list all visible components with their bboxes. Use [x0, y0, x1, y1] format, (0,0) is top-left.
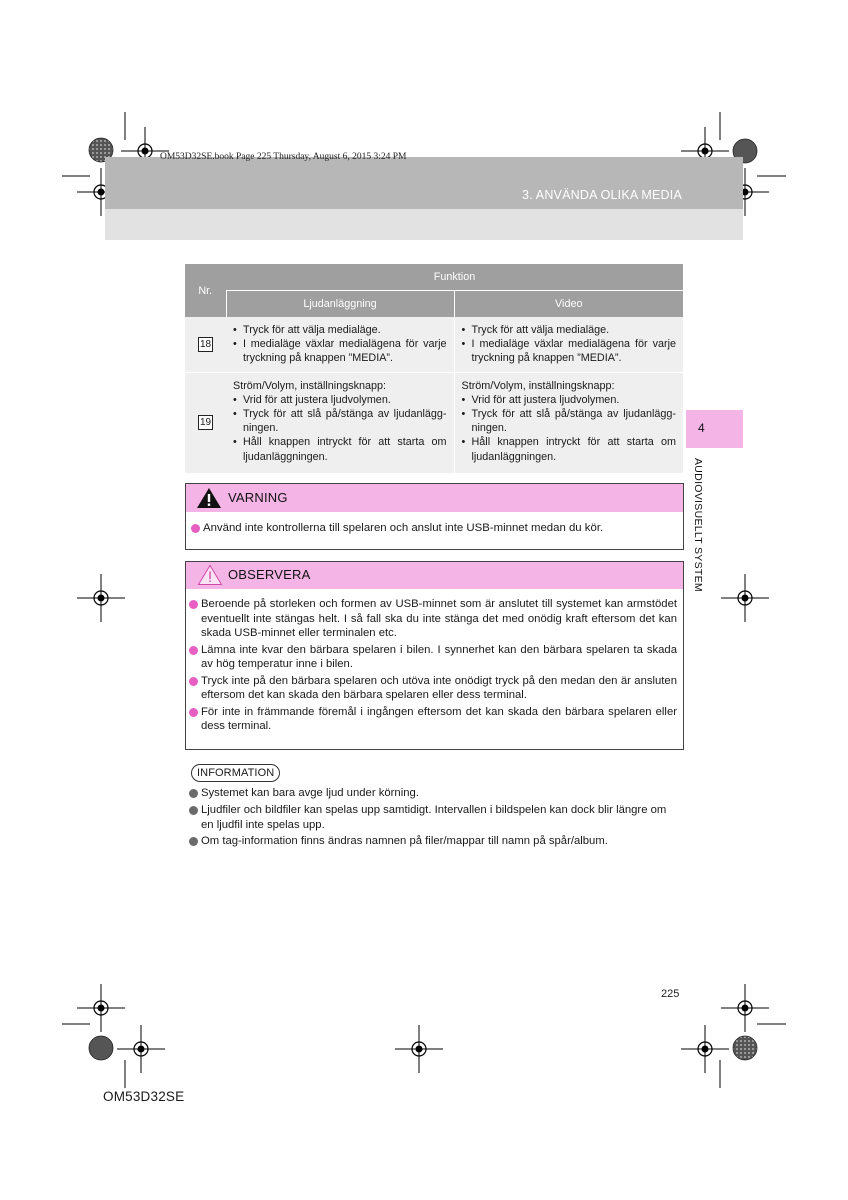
list-item: • I medialäge växlar medialägena för varje tryckning på knappen ”MEDIA”.: [233, 337, 447, 365]
notice-list: [189, 597, 677, 736]
list-item: • Håll knappen intryckt för att starta om ljudanläggningen.: [233, 435, 447, 463]
list-item: • Tryck för att slå på/stänga av ljudanlägg-ningen.: [462, 407, 677, 435]
notice-title: OBSERVERA: [228, 567, 311, 582]
table-row: [185, 372, 683, 473]
list-item: [189, 674, 677, 703]
warning-triangle-icon: [196, 487, 222, 509]
pink-bullet-icon: [189, 646, 198, 655]
list-item: • Håll knappen intryckt för att starta om ljudanläggningen.: [462, 435, 677, 463]
function-table: [185, 264, 683, 473]
info-text: Systemet kan bara avge ljud under körning.: [201, 787, 419, 799]
notice-text: Tryck inte på den bärbara spelaren och utöva inte onödigt tryck på den medan den är ansluten eftersom det kan skada den bärbara spelaren eller dess terminal.: [201, 674, 677, 701]
notice-text: För inte in främmande föremål i ingången eftersom det kan skada den bärbara spelaren eller dess terminal.: [201, 705, 677, 732]
info-text: Ljudfiler och bildfiler kan spelas upp samtidigt. Intervallen i bildspelen kan dock blir längre om en ljudfil inte spelas upp.: [201, 803, 667, 831]
row-number: 18: [199, 338, 212, 350]
header-video: Video: [454, 291, 683, 318]
table-row: [185, 317, 683, 372]
bullet-list: [462, 393, 677, 464]
list-item: [189, 803, 679, 833]
list-item: • Tryck för att slå på/stänga av ljudanlägg-ningen.: [233, 407, 447, 435]
page-number: 225: [661, 988, 680, 1000]
row-number: 19: [199, 417, 212, 429]
warning-item: [191, 521, 688, 536]
list-item: [189, 597, 677, 641]
video-cell: [454, 317, 683, 372]
information-list: [189, 786, 679, 851]
chapter-tab: [686, 410, 743, 448]
list-item: • Tryck för att välja medialäge.: [233, 323, 447, 337]
list-item: • Tryck för att välja medialäge.: [462, 323, 677, 337]
pink-bullet-icon: [189, 600, 198, 609]
audio-cell: [226, 317, 454, 372]
list-item: [189, 786, 679, 801]
info-text: Om tag-information finns ändras namnen på filer/mappar till namn på spår/album.: [201, 835, 608, 848]
header-audio: Ljudanläggning: [226, 291, 454, 318]
header-nr: Nr.: [185, 264, 226, 317]
audio-cell: [226, 372, 454, 473]
list-item: [189, 643, 677, 672]
notice-text: Lämna inte kvar den bärbara spelaren i bilen. I synnerhet kan den bärbara spelaren ta skada av hög temperatur inne i bilen.: [201, 643, 677, 670]
bullet-list: [233, 323, 447, 366]
list-item: • I medialäge växlar medialägena för varje tryckning på knappen ”MEDIA”.: [462, 337, 677, 365]
pink-bullet-icon: [191, 524, 200, 533]
list-item: [189, 834, 679, 849]
cell-intro: Ström/Volym, inställningsknapp:: [233, 379, 387, 392]
row-number-cell: [185, 372, 226, 473]
document-code: OM53D32SE: [103, 1089, 185, 1104]
notice-text: Beroende på storleken och formen av USB-minnet som är anslutet till systemet kan armstödet eventuellt inte stängas helt. I så fall ska du inte stänga det med onödig kraft eftersom det kan skada USB-minnet eller terminalen etc.: [201, 598, 677, 639]
chapter-title-vertical: [692, 458, 712, 608]
list-item: [189, 705, 677, 734]
caution-triangle-icon: [197, 564, 223, 586]
chapter-title: AUDIOVISUELLT SYSTEM: [692, 458, 704, 592]
list-item: • Vrid för att justera ljudvolymen.: [233, 393, 447, 407]
chapter-number: 4: [698, 421, 705, 435]
pink-bullet-icon: [189, 677, 198, 686]
book-info: OM53D32SE.book Page 225 Thursday, August 6, 2015 3:24 PM: [160, 152, 407, 162]
pink-bullet-icon: [189, 708, 198, 717]
video-cell: [454, 372, 683, 473]
bullet-list: [233, 393, 447, 464]
warning-title: VARNING: [228, 490, 288, 505]
grey-bullet-icon: [189, 806, 198, 815]
warning-text: Använd inte kontrollerna till spelaren och anslut inte USB-minnet medan du kör.: [203, 522, 604, 534]
grey-bullet-icon: [189, 789, 198, 798]
bullet-list: [462, 323, 677, 366]
grey-bullet-icon: [189, 837, 198, 846]
row-number-cell: [185, 317, 226, 372]
header-function: Funktion: [226, 264, 683, 291]
information-label: INFORMATION: [191, 764, 280, 782]
cell-intro: Ström/Volym, inställningsknapp:: [461, 379, 615, 392]
list-item: • Vrid för att justera ljudvolymen.: [462, 393, 677, 407]
section-title: 3. ANVÄNDA OLIKA MEDIA: [521, 188, 682, 202]
